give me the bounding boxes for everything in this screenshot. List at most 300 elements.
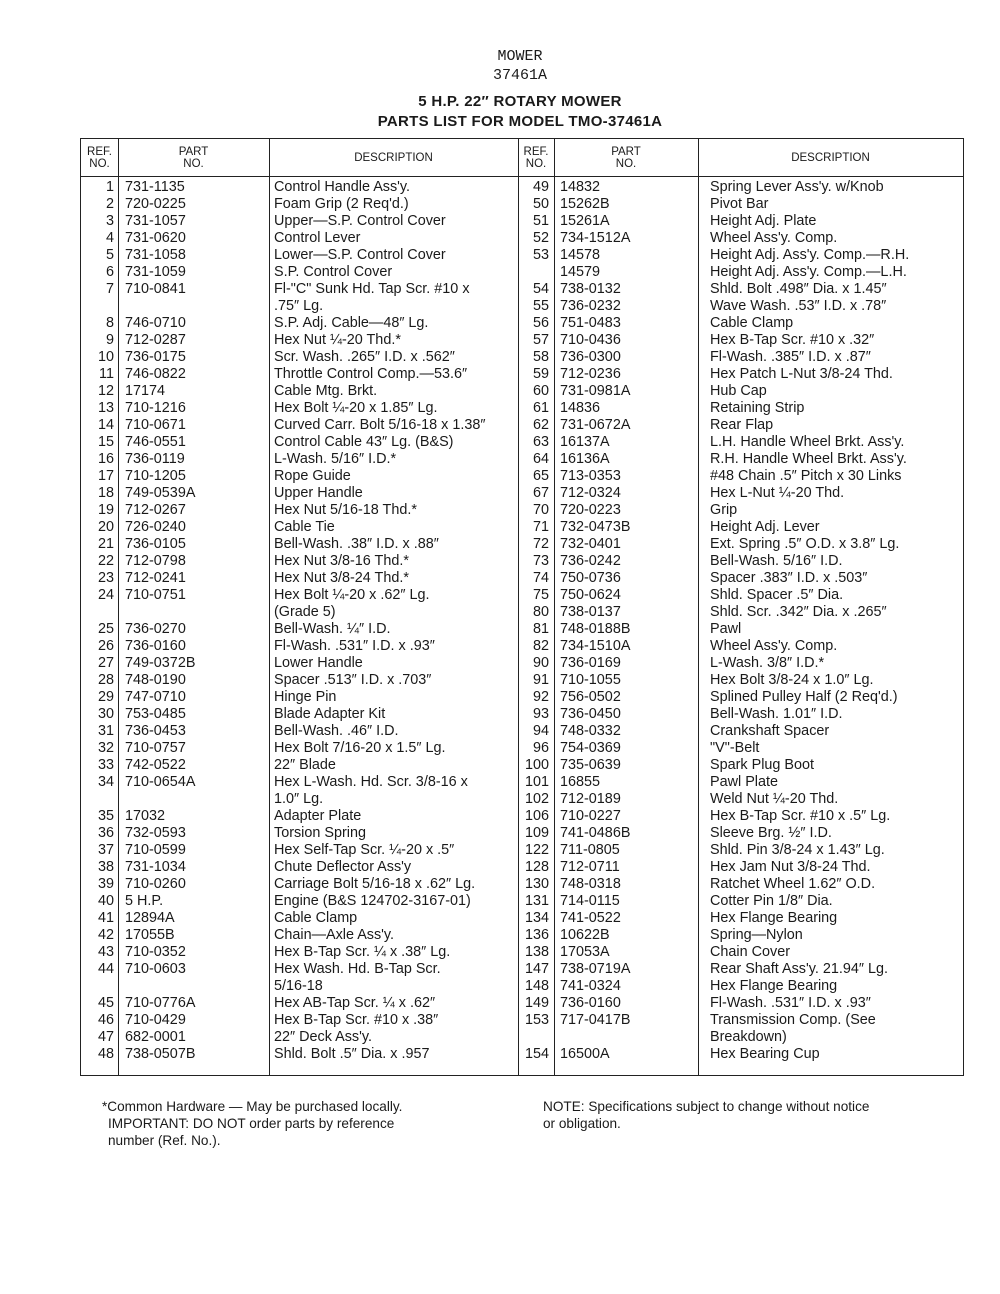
part-number: 710-0599 [125, 842, 186, 858]
part-number: 10622B [560, 927, 610, 943]
ref-number: 100 [524, 757, 549, 773]
part-number: 710-0841 [125, 281, 186, 297]
part-description: Rope Guide [274, 468, 351, 484]
part-description: Hex L-Nut ¼-20 Thd. [710, 485, 845, 501]
part-description: Chute Deflector Ass'y [274, 859, 412, 875]
part-description: Hex AB-Tap Scr. ¼ x .62″ [274, 995, 436, 1011]
part-number: 17053A [560, 944, 610, 960]
part-description: Crankshaft Spacer [710, 723, 830, 739]
footnote-common-hardware: *Common Hardware — May be purchased locally. [102, 1099, 403, 1114]
part-description: 22″ Deck Ass'y. [274, 1029, 372, 1045]
ref-number: 19 [97, 502, 114, 518]
part-description: Hex Wash. Hd. B-Tap Scr. [274, 961, 441, 977]
part-number: 736-0175 [125, 349, 186, 365]
part-number: 749-0539A [125, 485, 196, 501]
ref-number: 29 [97, 689, 114, 705]
ref-number: 90 [532, 655, 549, 671]
table-row [81, 264, 963, 281]
part-number: 710-0603 [125, 961, 186, 977]
table-row [81, 638, 963, 655]
part-number: 736-0160 [560, 995, 621, 1011]
table-row [81, 808, 963, 825]
ref-number: 136 [524, 927, 549, 943]
part-number: 710-0671 [125, 417, 186, 433]
part-description: Throttle Control Comp.—53.6″ [274, 366, 468, 382]
part-description: Adapter Plate [274, 808, 362, 824]
part-number: 748-0190 [125, 672, 186, 688]
part-number: 710-0352 [125, 944, 186, 960]
ref-number: 1 [105, 179, 114, 195]
part-description: Upper Handle [274, 485, 363, 501]
ref-number: 23 [97, 570, 114, 586]
table-row [81, 570, 963, 587]
table-row [81, 179, 963, 196]
part-description: Ext. Spring .5″ O.D. x 3.8″ Lg. [710, 536, 900, 552]
part-description: Hub Cap [710, 383, 767, 399]
ref-number: 63 [532, 434, 549, 450]
ref-number: 30 [97, 706, 114, 722]
part-description: Pawl [710, 621, 742, 637]
part-description: Hex Self-Tap Scr. ¼-20 x .5″ [274, 842, 455, 858]
table-row [81, 757, 963, 774]
part-number: 736-0169 [560, 655, 621, 671]
part-number: 712-0711 [560, 859, 620, 875]
part-number: 713-0353 [560, 468, 621, 484]
part-description: Bell-Wash. 1.01″ I.D. [710, 706, 843, 722]
part-description: Spring—Nylon [710, 927, 803, 943]
part-description: Hex Flange Bearing [710, 978, 838, 994]
part-number: 15261A [560, 213, 610, 229]
part-description: L-Wash. 3/8″ I.D.* [710, 655, 825, 671]
part-description: Shld. Scr. .342″ Dia. x .265″ [710, 604, 887, 620]
part-number: 736-0300 [560, 349, 621, 365]
part-number: 736-0270 [125, 621, 186, 637]
ref-number: 48 [97, 1046, 114, 1062]
part-number: 732-0473B [560, 519, 631, 535]
part-description: Hex B-Tap Scr. #10 x .38″ [274, 1012, 439, 1028]
part-number: 17174 [125, 383, 166, 399]
part-number: 710-1205 [125, 468, 186, 484]
ref-number: 22 [97, 553, 114, 569]
part-description: Sleeve Brg. ½″ I.D. [710, 825, 832, 841]
part-number: 736-0232 [560, 298, 621, 314]
part-description: Splined Pulley Half (2 Req'd.) [710, 689, 898, 705]
part-description: Foam Grip (2 Req'd.) [274, 196, 409, 212]
part-description: Height Adj. Plate [710, 213, 817, 229]
part-number: 710-0436 [560, 332, 621, 348]
part-number: 712-0241 [125, 570, 186, 586]
part-description: Hex Nut 3/8-24 Thd.* [274, 570, 409, 586]
part-description: Lower Handle [274, 655, 363, 671]
part-description: Hex L-Wash. Hd. Scr. 3/8-16 x [274, 774, 468, 790]
table-row [81, 944, 963, 961]
ref-number: 70 [532, 502, 549, 518]
part-number: 756-0502 [560, 689, 621, 705]
part-number: 732-0593 [125, 825, 186, 841]
part-number: 710-0757 [125, 740, 186, 756]
table-row [81, 400, 963, 417]
part-number: 748-0188B [560, 621, 631, 637]
table-row [81, 315, 963, 332]
part-description: Carriage Bolt 5/16-18 x .62″ Lg. [274, 876, 476, 892]
part-number: 753-0485 [125, 706, 186, 722]
part-number: 712-0287 [125, 332, 186, 348]
ref-number: 148 [524, 978, 549, 994]
table-row [81, 553, 963, 570]
ref-number: 59 [532, 366, 549, 382]
part-number: 731-1057 [125, 213, 186, 229]
part-number: 731-0981A [560, 383, 631, 399]
table-row [81, 587, 963, 604]
part-description: Bell-Wash. .38″ I.D. x .88″ [274, 536, 439, 552]
part-description: Torsion Spring [274, 825, 366, 841]
col-ref-no-left: REF. NO. [87, 145, 112, 170]
table-row [81, 434, 963, 451]
part-number: 720-0223 [560, 502, 621, 518]
ref-number: 32 [97, 740, 114, 756]
part-number: 750-0736 [560, 570, 621, 586]
part-number: 736-0450 [560, 706, 621, 722]
part-description: Fl-"C" Sunk Hd. Tap Scr. #10 x [274, 281, 470, 297]
part-description: Rear Shaft Ass'y. 21.94″ Lg. [710, 961, 888, 977]
part-description: Bell-Wash. .46″ I.D. [274, 723, 399, 739]
part-number: 734-1512A [560, 230, 631, 246]
table-row [81, 349, 963, 366]
table-row [81, 961, 963, 978]
part-number: 5 H.P. [125, 893, 164, 909]
part-description: Cable Mtg. Brkt. [274, 383, 378, 399]
part-description: Shld. Bolt .498″ Dia. x 1.45″ [710, 281, 887, 297]
part-number: 710-0227 [560, 808, 621, 824]
ref-number: 44 [97, 961, 114, 977]
part-description: Hex Bolt 7/16-20 x 1.5″ Lg. [274, 740, 446, 756]
ref-number: 61 [532, 400, 549, 416]
part-number: 734-1510A [560, 638, 631, 654]
ref-number: 53 [532, 247, 549, 263]
part-description: Hex B-Tap Scr. #10 x .5″ Lg. [710, 808, 891, 824]
table-row [81, 281, 963, 298]
part-number: 16500A [560, 1046, 610, 1062]
ref-number: 28 [97, 672, 114, 688]
part-number: 731-1034 [125, 859, 186, 875]
part-description: Control Cable 43″ Lg. (B&S) [274, 434, 454, 450]
part-description: Shld. Spacer .5″ Dia. [710, 587, 844, 603]
part-description: Hex B-Tap Scr. #10 x .32″ [710, 332, 875, 348]
part-description: Cable Clamp [274, 910, 358, 926]
part-number: 748-0318 [560, 876, 621, 892]
table-row [81, 332, 963, 349]
ref-number: 102 [524, 791, 549, 807]
col-ref-no-right: REF. NO. [523, 145, 549, 170]
part-number: 710-0429 [125, 1012, 186, 1028]
part-description: Height Adj. Ass'y. Comp.—L.H. [710, 264, 907, 280]
table-row [81, 910, 963, 927]
part-number: 15262B [560, 196, 610, 212]
part-number: 747-0710 [125, 689, 186, 705]
table-row [81, 655, 963, 672]
part-description: Engine (B&S 124702-3167-01) [274, 893, 471, 909]
col-part-no-left: PART NO. [178, 145, 209, 170]
part-description: 1.0″ Lg. [274, 791, 324, 807]
part-number: 12894A [125, 910, 175, 926]
part-number: 726-0240 [125, 519, 186, 535]
table-row [81, 723, 963, 740]
part-description: Spacer .383″ I.D. x .503″ [710, 570, 868, 586]
table-row [81, 536, 963, 553]
ref-number: 52 [532, 230, 549, 246]
ref-number: 38 [97, 859, 114, 875]
ref-number: 80 [532, 604, 549, 620]
ref-number: 8 [105, 315, 114, 331]
ref-number: 50 [532, 196, 549, 212]
table-row [81, 417, 963, 434]
ref-number: 6 [105, 264, 114, 280]
part-description: Lower—S.P. Control Cover [274, 247, 446, 263]
table-row [81, 485, 963, 502]
part-description: Pivot Bar [710, 196, 769, 212]
part-description: Fl-Wash. .385″ I.D. x .87″ [710, 349, 871, 365]
table-row [81, 451, 963, 468]
part-number: 731-1135 [125, 179, 185, 195]
ref-number: 41 [97, 910, 114, 926]
part-description: Pawl Plate [710, 774, 778, 790]
table-row [81, 791, 963, 808]
part-description: Fl-Wash. .531″ I.D. x .93″ [274, 638, 435, 654]
ref-number: 7 [105, 281, 114, 297]
ref-number: 153 [524, 1012, 549, 1028]
part-number: 14836 [560, 400, 601, 416]
table-row [81, 502, 963, 519]
part-number: 717-0417B [560, 1012, 631, 1028]
part-number: 710-0776A [125, 995, 196, 1011]
table-row [81, 230, 963, 247]
ref-number: 11 [99, 366, 114, 382]
part-description: Height Adj. Lever [710, 519, 820, 535]
part-number: 736-0242 [560, 553, 621, 569]
part-number: 736-0453 [125, 723, 186, 739]
ref-number: 96 [532, 740, 549, 756]
ref-number: 33 [97, 757, 114, 773]
part-description: Control Handle Ass'y. [274, 179, 411, 195]
ref-number: 73 [532, 553, 549, 569]
ref-number: 67 [532, 485, 549, 501]
part-description: "V"-Belt [710, 740, 760, 756]
ref-number: 47 [97, 1029, 114, 1045]
ref-number: 4 [105, 230, 114, 246]
ref-number: 51 [532, 213, 549, 229]
note-obligation: or obligation. [543, 1116, 621, 1131]
part-description: Cotter Pin 1/8″ Dia. [710, 893, 833, 909]
part-number: 712-0324 [560, 485, 621, 501]
ref-number: 122 [524, 842, 549, 858]
part-number: 17055B [125, 927, 175, 943]
part-description: Chain—Axle Ass'y. [274, 927, 395, 943]
part-description: Transmission Comp. (See [710, 1012, 876, 1028]
ref-number: 101 [524, 774, 549, 790]
part-number: 742-0522 [125, 757, 186, 773]
table-row [81, 366, 963, 383]
header-model-code: 37461A [492, 67, 547, 84]
part-description: Wheel Ass'y. Comp. [710, 230, 838, 246]
ref-number: 37 [97, 842, 114, 858]
part-description: L.H. Handle Wheel Brkt. Ass'y. [710, 434, 905, 450]
part-number: 749-0372B [125, 655, 196, 671]
parts-table [80, 138, 964, 1076]
part-number: 732-0401 [560, 536, 621, 552]
ref-number: 45 [97, 995, 114, 1011]
part-description: Control Lever [274, 230, 361, 246]
part-description: Spring Lever Ass'y. w/Knob [710, 179, 884, 195]
part-number: 712-0798 [125, 553, 186, 569]
part-description: L-Wash. 5/16″ I.D.* [274, 451, 397, 467]
part-description: 22″ Blade [274, 757, 336, 773]
table-row [81, 468, 963, 485]
table-row [81, 978, 963, 995]
part-number: 731-1059 [125, 264, 186, 280]
ref-number: 81 [532, 621, 549, 637]
ref-number: 138 [524, 944, 549, 960]
part-description: Hinge Pin [274, 689, 337, 705]
ref-number: 130 [524, 876, 549, 892]
ref-number: 5 [105, 247, 114, 263]
part-number: 710-0751 [125, 587, 186, 603]
part-number: 754-0369 [560, 740, 621, 756]
note-specifications: NOTE: Specifications subject to change without notice [543, 1099, 870, 1114]
part-number: 16137A [560, 434, 610, 450]
part-number: 741-0486B [560, 825, 631, 841]
ref-number: 39 [97, 876, 114, 892]
part-description: Height Adj. Ass'y. Comp.—R.H. [710, 247, 910, 263]
table-row [81, 842, 963, 859]
ref-number: 24 [97, 587, 114, 603]
part-description: Spacer .513″ I.D. x .703″ [274, 672, 432, 688]
part-number: 720-0225 [125, 196, 186, 212]
header-mower: MOWER [497, 48, 543, 65]
part-number: 16136A [560, 451, 610, 467]
table-row [81, 1012, 963, 1029]
ref-number: 27 [97, 655, 114, 671]
ref-number: 72 [532, 536, 549, 552]
ref-number: 109 [524, 825, 549, 841]
part-description: Wave Wash. .53″ I.D. x .78″ [710, 298, 887, 314]
ref-number: 82 [532, 638, 549, 654]
ref-number: 65 [532, 468, 549, 484]
part-description: Wheel Ass'y. Comp. [710, 638, 838, 654]
ref-number: 10 [97, 349, 114, 365]
ref-number: 71 [532, 519, 549, 535]
ref-number: 42 [97, 927, 114, 943]
table-row [81, 1046, 963, 1063]
ref-number: 60 [532, 383, 549, 399]
part-number: 14578 [560, 247, 601, 263]
ref-number: 3 [105, 213, 114, 229]
table-row [81, 876, 963, 893]
part-number: 710-1055 [560, 672, 621, 688]
part-number: 741-0324 [560, 978, 621, 994]
ref-number: 40 [97, 893, 114, 909]
ref-number: 34 [97, 774, 114, 790]
part-description: Hex Nut 5/16-18 Thd.* [274, 502, 417, 518]
part-description: Hex Jam Nut 3/8-24 Thd. [710, 859, 871, 875]
part-description: Weld Nut ¼-20 Thd. [710, 791, 839, 807]
page-title: 5 H.P. 22″ ROTARY MOWER [418, 93, 622, 110]
ref-number: 16 [97, 451, 114, 467]
part-number: 738-0137 [560, 604, 621, 620]
ref-number: 106 [524, 808, 549, 824]
table-row [81, 740, 963, 757]
ref-number: 21 [97, 536, 114, 552]
ref-number: 134 [524, 910, 549, 926]
ref-number: 75 [532, 587, 549, 603]
part-description: Hex Bolt ¼-20 x 1.85″ Lg. [274, 400, 438, 416]
ref-number: 15 [97, 434, 114, 450]
part-number: 735-0639 [560, 757, 621, 773]
ref-number: 55 [532, 298, 549, 314]
part-description: Hex Bolt ¼-20 x .62″ Lg. [274, 587, 430, 603]
ref-number: 149 [524, 995, 549, 1011]
part-description: Spark Plug Boot [710, 757, 814, 773]
table-row [81, 213, 963, 230]
part-number: 731-0620 [125, 230, 186, 246]
ref-number: 9 [105, 332, 114, 348]
table-row [81, 383, 963, 400]
part-description: Hex Flange Bearing [710, 910, 838, 926]
part-number: 710-0654A [125, 774, 196, 790]
ref-number: 14 [97, 417, 114, 433]
part-number: 736-0119 [125, 451, 185, 467]
ref-number: 131 [524, 893, 549, 909]
part-description: Grip [710, 502, 738, 518]
ref-number: 128 [524, 859, 549, 875]
part-number: 712-0236 [560, 366, 621, 382]
ref-number: 20 [97, 519, 114, 535]
col-description-left: DESCRIPTION [354, 151, 433, 164]
part-number: 741-0522 [560, 910, 621, 926]
part-number: 731-1058 [125, 247, 186, 263]
part-description: R.H. Handle Wheel Brkt. Ass'y. [710, 451, 907, 467]
ref-number: 13 [97, 400, 114, 416]
ref-number: 58 [532, 349, 549, 365]
part-description: Curved Carr. Bolt 5/16-18 x 1.38″ [274, 417, 486, 433]
part-description: Retaining Strip [710, 400, 805, 416]
part-description: Shld. Bolt .5″ Dia. x .957 [274, 1046, 430, 1062]
table-row [81, 893, 963, 910]
table-row [81, 995, 963, 1012]
part-description: Chain Cover [710, 944, 790, 960]
ref-number: 56 [532, 315, 549, 331]
part-number: 710-1216 [125, 400, 186, 416]
table-row [81, 196, 963, 213]
part-description: Ratchet Wheel 1.62″ O.D. [710, 876, 876, 892]
part-description: Scr. Wash. .265″ I.D. x .562″ [274, 349, 455, 365]
part-description: Shld. Pin 3/8-24 x 1.43″ Lg. [710, 842, 885, 858]
part-description: S.P. Adj. Cable—48″ Lg. [274, 315, 429, 331]
part-number: 712-0189 [560, 791, 621, 807]
table-row [81, 672, 963, 689]
part-number: 750-0624 [560, 587, 621, 603]
part-description: Bell-Wash. 5/16″ I.D. [710, 553, 843, 569]
part-number: 711-0805 [560, 842, 620, 858]
table-row [81, 621, 963, 638]
part-number: 746-0551 [125, 434, 186, 450]
part-description: Cable Clamp [710, 315, 794, 331]
table-row [81, 706, 963, 723]
ref-number: 25 [97, 621, 114, 637]
table-row [81, 298, 963, 315]
part-description: #48 Chain .5″ Pitch x 30 Links [710, 468, 902, 484]
footnote-important: IMPORTANT: DO NOT order parts by reference [108, 1116, 395, 1131]
part-number: 738-0132 [560, 281, 621, 297]
